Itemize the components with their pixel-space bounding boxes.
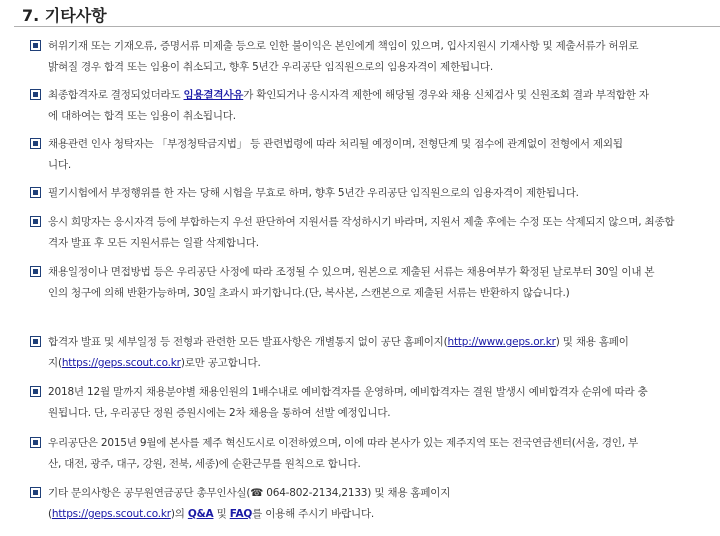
item-text-post: )로만 공고합니다. [180,357,261,369]
list-item [30,332,638,374]
list-item [30,433,648,475]
item-text: 응시 희망자는 응시자격 등에 부합하는지 우선 판단하여 지원서를 작성하시기 바라며, 지원서 제출 후에는 수정 또는 삭제되지 않으며, 최종합격자 발표 후 모든 지원서류는 일괄 삭제합니다. [48,216,675,249]
disqualification-reasons-link[interactable]: 임용결격사유 [183,89,244,101]
list-item [30,212,678,254]
square-bullet-icon [30,138,41,149]
square-bullet-icon [30,437,41,448]
recruit-homepage-link[interactable]: https://geps.scout.co.kr [51,508,171,520]
recruit-homepage-link[interactable]: https://geps.scout.co.kr [61,357,181,369]
list-item [30,134,628,176]
square-bullet-icon [30,386,41,397]
item-text: 허위기재 또는 기재오류, 증명서류 미제출 등으로 인한 불이익은 본인에게 책임이 있으며, 입사지원시 기재사항 및 제출서류가 허위로 밝혀질 경우 합격 또는 임용이 취소되고, 향후 5년간 우리공단 임직원으로의 임용자격이 제한됩니다. [48,40,639,73]
item-text-pre: 기타 문의사항은 공무원연금공단 총무인사실(☎ 064-802-2134,2133) 및 채용 홈페이지( [48,487,451,520]
item-text: 채용일정이나 면접방법 등은 우리공단 사정에 따라 조정될 수 있으며, 원본으로 제출된 서류는 채용여부가 확정된 날로부터 30일 이내 본인의 청구에 의해 반환가능하며, 30일 초과시 파기합니다.(단, 복사본, 스캔본으로 제출된 서류는 반환하지 않습니다.) [48,266,655,299]
square-bullet-icon [30,216,41,227]
item-text: 2018년 12월 말까지 채용분야별 채용인원의 1배수내로 예비합격자를 운영하며, 예비합격자는 결원 발생시 예비합격자 순위에 따라 충원됩니다. 단, 우리공단 정원 증원시에는 2차 채용을 통하여 선발 예정입니다. [48,386,648,419]
list-item [30,483,508,525]
list-item [30,85,658,127]
square-bullet-icon [30,266,41,277]
square-bullet-icon [30,336,41,347]
item-text-post: 가 확인되거나 응시자격 제한에 해당될 경우와 채용 신체검사 및 신원조회 결과 부적합한 자에 대하여는 합격 또는 임용이 취소됩니다. [48,89,649,122]
square-bullet-icon [30,187,41,198]
item-text: 필기시험에서 부정행위를 한 자는 당해 시험을 무효로 하며, 향후 5년간 우리공단 임직원으로의 임용자격이 제한됩니다. [48,187,579,199]
item-text-pre: 합격자 발표 및 세부일정 등 전형과 관련한 모든 발표사항은 개별통지 없이 공단 홈페이지( [48,336,448,348]
faq-link[interactable]: FAQ [229,508,253,520]
list-item [30,183,708,204]
item-text: 채용관련 인사 청탁자는 「부정청탁금지법」 등 관련법령에 따라 처리될 예정이며, 전형단계 및 점수에 관계없이 전형에서 제외됩니다. [48,138,623,171]
list-item [30,262,658,304]
item-text: 우리공단은 2015년 9월에 본사를 제주 혁신도시로 이전하였으며, 이에 따라 본사가 있는 제주지역 또는 전국연금센터(서울, 경인, 부산, 대전, 광주, 대구, 강원, 전북, 세종)에 순환근무를 원칙으로 합니다. [48,437,638,470]
title-divider [14,26,720,27]
qna-link[interactable]: Q&A [187,508,214,520]
item-text-post: 를 이용해 주시기 바랍니다. [252,508,375,520]
item-text-pre: 최종합격자로 결정되었더라도 [48,89,184,101]
square-bullet-icon [30,89,41,100]
item-text-mid: ) 및 채용 홈페이지( [48,336,629,369]
list-item [30,36,648,78]
section-title: 7. 기타사항 [22,6,107,25]
item-text-mid: )의 [170,508,188,520]
item-text-mid2: 및 [213,508,230,520]
square-bullet-icon [30,487,41,498]
square-bullet-icon [30,40,41,51]
list-item [30,382,648,424]
geps-homepage-link[interactable]: http://www.geps.or.kr [447,336,556,348]
